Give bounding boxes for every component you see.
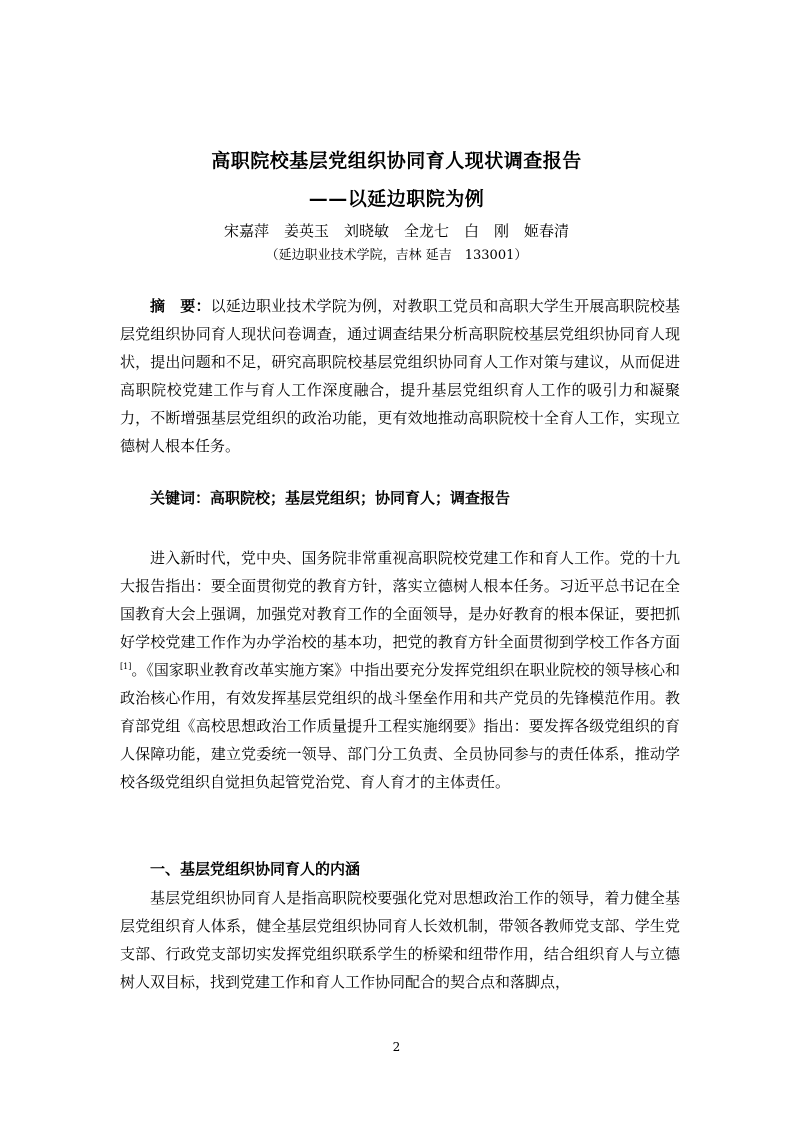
abstract-text: 以延边职业技术学院为例，对教职工党员和高职大学生开展高职院校基层党组织协同育人现状问卷调查，通过调查结果分析高职院校基层党组织协同育人现状，提出问题和不足，研究高职院校基层党组织协同育人工作对策与建议，从而促进高职院校党建工作与育人工作深度融合，提升基层党组织育人工作的吸引力和凝聚力，不断增强基层党组织的政治功能，更有效地推动高职院校十全育人工作，实现立德树人根本任务。 (120, 297, 680, 455)
report-title: 高职院校基层党组织协同育人现状调查报告 (211, 150, 582, 172)
citation-marker: [1] (120, 662, 132, 671)
section-heading-1: 一、基层党组织协同育人的内涵 (150, 860, 361, 878)
report-subtitle: ——以延边职院为例 (308, 188, 485, 210)
intro-paragraph (120, 544, 680, 796)
intro-text-part2: 。《国家职业教育改革实施方案》中指出要充分发挥党组织在职业院校的领导核心和政治核心作用，有效发挥基层党组织的战斗堡垒作用和共产党员的先锋模范作用。教育部党组《高校思想政治工作质量提升工程实施纲要》指出：要发挥各级党组织的育人保障功能，建立党委统一领导、部门分工负责、全员协同参与的责任体系，推动学校各级党组织自觉担负起管党治党、育人育才的主体责任。 (120, 661, 680, 791)
page-number: 2 (392, 1040, 401, 1054)
abstract-paragraph (120, 292, 680, 460)
abstract-label: 摘 要： (150, 297, 211, 315)
section-1-paragraph: 基层党组织协同育人是指高职院校要强化党对思想政治工作的领导，着力健全基层党组织育人体系，健全基层党组织协同育人长效机制，带领各教师党支部、学生党支部、行政党支部切实发挥党组织联系学生的桥梁和纽带作用，结合组织育人与立德树人双目标，找到党建工作和育人工作协同配合的契合点和落脚点， (120, 889, 680, 991)
keywords-line: 关键词：高职院校；基层党组织；协同育人；调查报告 (150, 489, 511, 507)
author-affiliation: （延边职业技术学院，吉林 延吉 133001） (265, 248, 528, 263)
intro-text-part1: 进入新时代，党中央、国务院非常重视高职院校党建工作和育人工作。党的十九大报告指出：要全面贯彻党的教育方针，落实立德树人根本任务。习近平总书记在全国教育大会上强调，加强党对教育工作的全面领导，是办好教育的根本保证，要把抓好学校党建工作作为办学治校的基本功，把党的教育方针全面贯彻到学校工作各方面 (120, 549, 680, 651)
author-list: 宋嘉萍 姜英玉 刘晓敏 全龙七 白 刚 姬春清 (223, 222, 569, 240)
